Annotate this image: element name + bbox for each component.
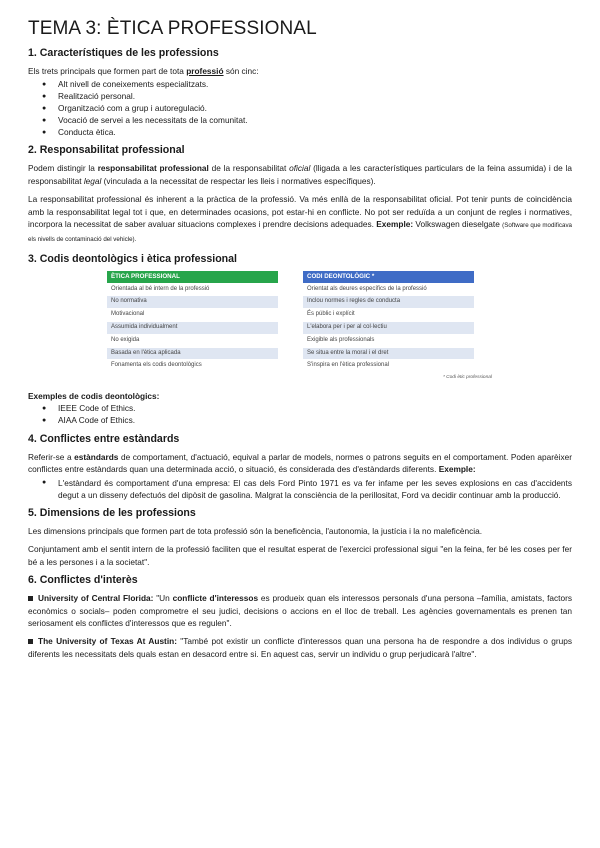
- intro-bold: professió: [186, 66, 224, 76]
- list-item: ● L'estàndard és comportament d'una empresa: El cas dels Ford Pinto 1971 es va fer infame per les seves explosions en cas d'accidents degut a un disseny defectuós del dipòsit de gasolina. Malgrat la consciència de la perillositat, Ford va decidir continuar amb la producció.: [42, 477, 572, 500]
- examples-heading: Exemples de codis deontològics:: [28, 390, 160, 401]
- table-row: Motivacional: [107, 309, 278, 322]
- section-2-paragraph-2: La responsabilitat professional és inherent a la pràctica de la professió. Va més enllà de la responsabilitat oficial. Pot tenir punts de coincidència amb la responsabilitat legal tot i que, en determinades ocasions, pot estar-hi en conflicte. No pot ser reduïda a un conjunt de regles i normatives, incorpora la necessitat de saber avaluar situacions complexes i prendre decisions adequades. Exemple: Volkswagen dieselgate (Software que modificava els nivells de contaminació del vehicle).: [28, 194, 572, 244]
- section-2-heading: 2. Responsabilitat professional: [28, 144, 185, 157]
- table-row: No exigida: [107, 334, 278, 347]
- comparison-tables: [28, 271, 572, 386]
- table-row: No normativa: [107, 296, 278, 309]
- section-3-heading: 3. Codis deontològics i ètica professional: [28, 252, 237, 265]
- table-header: CODI DEONTOLÒGIC *: [303, 271, 474, 283]
- table-row: L'elabora per i per al col·lectiu: [303, 322, 474, 335]
- list-item: ● IEEE Code of Ethics.: [42, 403, 136, 414]
- list-item: ● Organització com a grup i autoregulació.: [42, 103, 207, 113]
- table-header: ÈTICA PROFESSIONAL: [107, 271, 278, 283]
- section-4-paragraph: Referir-se a estàndards de comportament, d'actuació, equival a parlar de models, normes o patrons seguits en el comportament. Poden aparèixer conflictes entre estàndards quan una determinada acció, o situació, és considerada des d'estàndards diferents. Exemple:: [28, 451, 572, 475]
- table-row: Fonamenta els codis deontològics: [107, 360, 278, 373]
- page-title: TEMA 3: ÈTICA PROFESSIONAL: [28, 18, 317, 39]
- document-page: [28, 18, 572, 666]
- table-footnote: * Codi ètic professional: [442, 374, 492, 380]
- table-row: Inclou normes i regles de conducta: [303, 296, 474, 309]
- deontological-code-table: [303, 271, 474, 373]
- section-4-heading: 4. Conflictes entre estàndards: [28, 432, 180, 445]
- intro-text-end: són cinc:: [223, 66, 259, 76]
- table-row: S'inspira en l'ètica professional: [303, 360, 474, 373]
- quote-ut-austin: The University of Texas At Austin: "També pot existir un conflicte d'interessos quan una persona ha de respondre a dos individus o grups diferents les necessitats dels quals estan en desacord entre si. En aquest cas, servir un individu o grup perjudicarà l'altre".: [28, 636, 572, 659]
- list-item: ● Vocació de servei a les necessitats de la comunitat.: [42, 114, 248, 125]
- section-5-paragraph-2: Conjuntament amb el sentit intern de la professió faciliten que el resultat esperat de l'exercici professional sigui "en la feina, fer bé les coses per fer bé a les persones i a la societat".: [28, 544, 572, 567]
- table-row: Se situa entre la moral i el dret: [303, 347, 474, 360]
- table-row: Basada en l'ètica aplicada: [107, 347, 278, 360]
- table-row: Exigible als professionals: [303, 334, 474, 347]
- section-2-paragraph-1: Podem distingir la responsabilitat professional de la responsabilitat oficial (lligada a les característiques particulars de la feina assumida) i de la responsabilitat legal (vinculada a la necessitat de respectar les lleis i normatives específiques).: [28, 163, 572, 186]
- quote-ucf: University of Central Florida: "Un conflicte d'interessos es produeix quan els interessos personals d'una persona –família, amistats, factors econòmics o socials– poden comprometre el seu judici, decisions o accions en el lloc de treball. Les agències governamentals es prenen tan seriosament els conflictes d'interessos que es regulen".: [28, 593, 572, 629]
- traits-list: [28, 79, 572, 138]
- ethics-table: [107, 271, 278, 373]
- square-bullet-icon: [28, 596, 33, 601]
- section-5-paragraph-1: Les dimensions principals que formen part de tota professió són la beneficència, l'autonomia, la justícia i la no maleficència.: [28, 526, 483, 537]
- section-5-heading: 5. Dimensions de les professions: [28, 507, 196, 520]
- examples-list: [28, 403, 572, 427]
- table-row: Orientada al bé intern de la professió: [107, 283, 278, 296]
- section-4-list: [28, 477, 572, 501]
- list-item: ● Alt nivell de coneixements especialitzats.: [42, 79, 209, 90]
- section-1-intro: [28, 65, 572, 77]
- list-item: ● AIAA Code of Ethics.: [42, 415, 136, 426]
- table-row: Orientat als deures específics de la professió: [303, 283, 474, 296]
- table-row: Assumida individualment: [107, 322, 278, 335]
- section-1-heading: 1. Característiques de les professions: [28, 47, 219, 59]
- table-row: És públic i explícit: [303, 309, 474, 322]
- section-6-heading: 6. Conflictes d'interès: [28, 574, 138, 587]
- intro-text: Els trets principals que formen part de tota: [28, 66, 187, 76]
- square-bullet-icon: [28, 639, 33, 644]
- list-item: ● Realització personal.: [42, 91, 136, 102]
- list-item: ● Conducta ètica.: [42, 126, 116, 137]
